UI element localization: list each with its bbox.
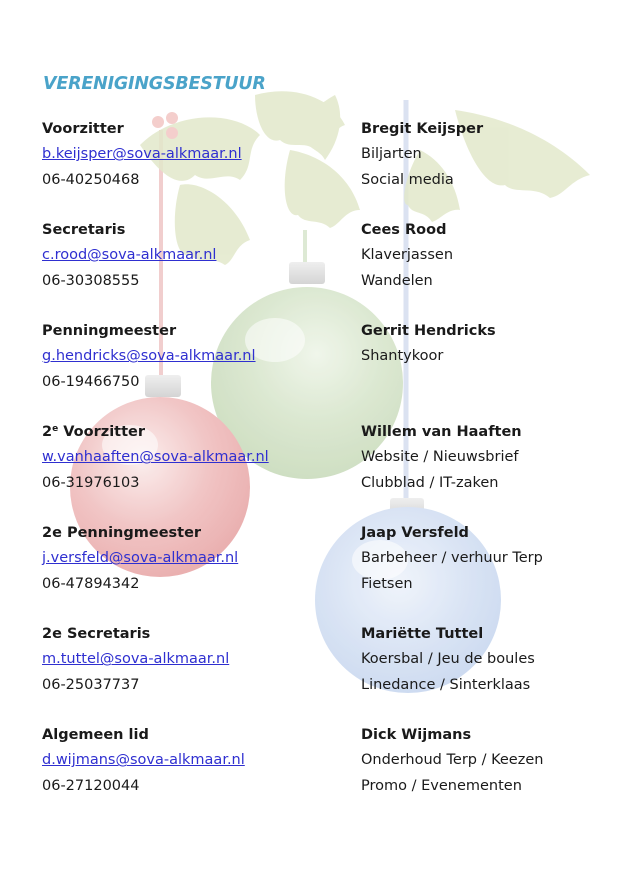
phone-number: 06-27120044: [42, 777, 140, 794]
board-role: 2e Voorzitter: [42, 424, 146, 440]
member-task: Social media: [361, 171, 454, 188]
member-task: Clubblad / IT-zaken: [361, 474, 499, 491]
member-name: Jaap Versfeld: [361, 525, 469, 541]
email-link[interactable]: c.rood@sova-alkmaar.nl: [42, 247, 217, 264]
board-entry-secretaris: [42, 218, 216, 294]
phone-number: 06-30308555: [42, 272, 140, 289]
email-link[interactable]: b.keijsper@sova-alkmaar.nl: [42, 146, 242, 163]
email-link[interactable]: m.tuttel@sova-alkmaar.nl: [42, 651, 230, 668]
board-role: Algemeen lid: [42, 727, 149, 743]
member-entry: [361, 622, 535, 698]
page-title: VERENIGINGSBESTUUR: [43, 74, 266, 94]
phone-number: 06-25037737: [42, 676, 140, 693]
member-task: Linedance / Sinterklaas: [361, 676, 531, 693]
member-entry: [361, 218, 453, 294]
member-entry: [361, 420, 522, 496]
member-entry: [361, 117, 483, 193]
phone-number: 06-31976103: [42, 474, 140, 491]
member-task: Wandelen: [361, 272, 433, 289]
email-link[interactable]: g.hendricks@sova-alkmaar.nl: [42, 348, 256, 365]
member-task: Fietsen: [361, 575, 413, 592]
member-entry: [361, 319, 496, 370]
email-link[interactable]: w.vanhaaften@sova-alkmaar.nl: [42, 449, 269, 466]
member-name: Bregit Keijsper: [361, 121, 484, 137]
member-entry: [361, 521, 543, 597]
member-entry: [361, 723, 543, 799]
phone-number: 06-47894342: [42, 575, 140, 592]
member-task: Koersbal / Jeu de boules: [361, 651, 535, 668]
board-entry-voorzitter: [42, 117, 242, 193]
email-link[interactable]: j.versfeld@sova-alkmaar.nl: [42, 550, 239, 567]
member-task: Barbeheer / verhuur Terp: [361, 550, 543, 567]
board-role: 2e Penningmeester: [42, 525, 202, 541]
board-role: Secretaris: [42, 222, 126, 238]
member-name: Dick Wijmans: [361, 727, 472, 743]
board-entry-penningmeester: [42, 319, 256, 395]
member-name: Willem van Haaften: [361, 424, 522, 440]
board-entry-2e-secretaris: [42, 622, 229, 698]
member-task: Biljarten: [361, 146, 422, 163]
member-name: Cees Rood: [361, 222, 447, 238]
member-task: Klaverjassen: [361, 247, 454, 264]
board-entry-2e-voorzitter: [42, 420, 269, 496]
board-role: 2e Secretaris: [42, 626, 151, 642]
member-task: Onderhoud Terp / Keezen: [361, 752, 544, 769]
member-task: Website / Nieuwsbrief: [361, 449, 519, 466]
board-role: Voorzitter: [42, 121, 124, 137]
member-name: Mariëtte Tuttel: [361, 626, 484, 642]
phone-number: 06-40250468: [42, 171, 140, 188]
board-entry-algemeen-lid: [42, 723, 245, 799]
board-role: Penningmeester: [42, 323, 177, 339]
member-task: Promo / Evenementen: [361, 777, 522, 794]
member-name: Gerrit Hendricks: [361, 323, 496, 339]
phone-number: 06-19466750: [42, 373, 140, 390]
member-task: Shantykoor: [361, 348, 444, 365]
board-entry-2e-penningmeester: [42, 521, 238, 597]
email-link[interactable]: d.wijmans@sova-alkmaar.nl: [42, 752, 245, 769]
